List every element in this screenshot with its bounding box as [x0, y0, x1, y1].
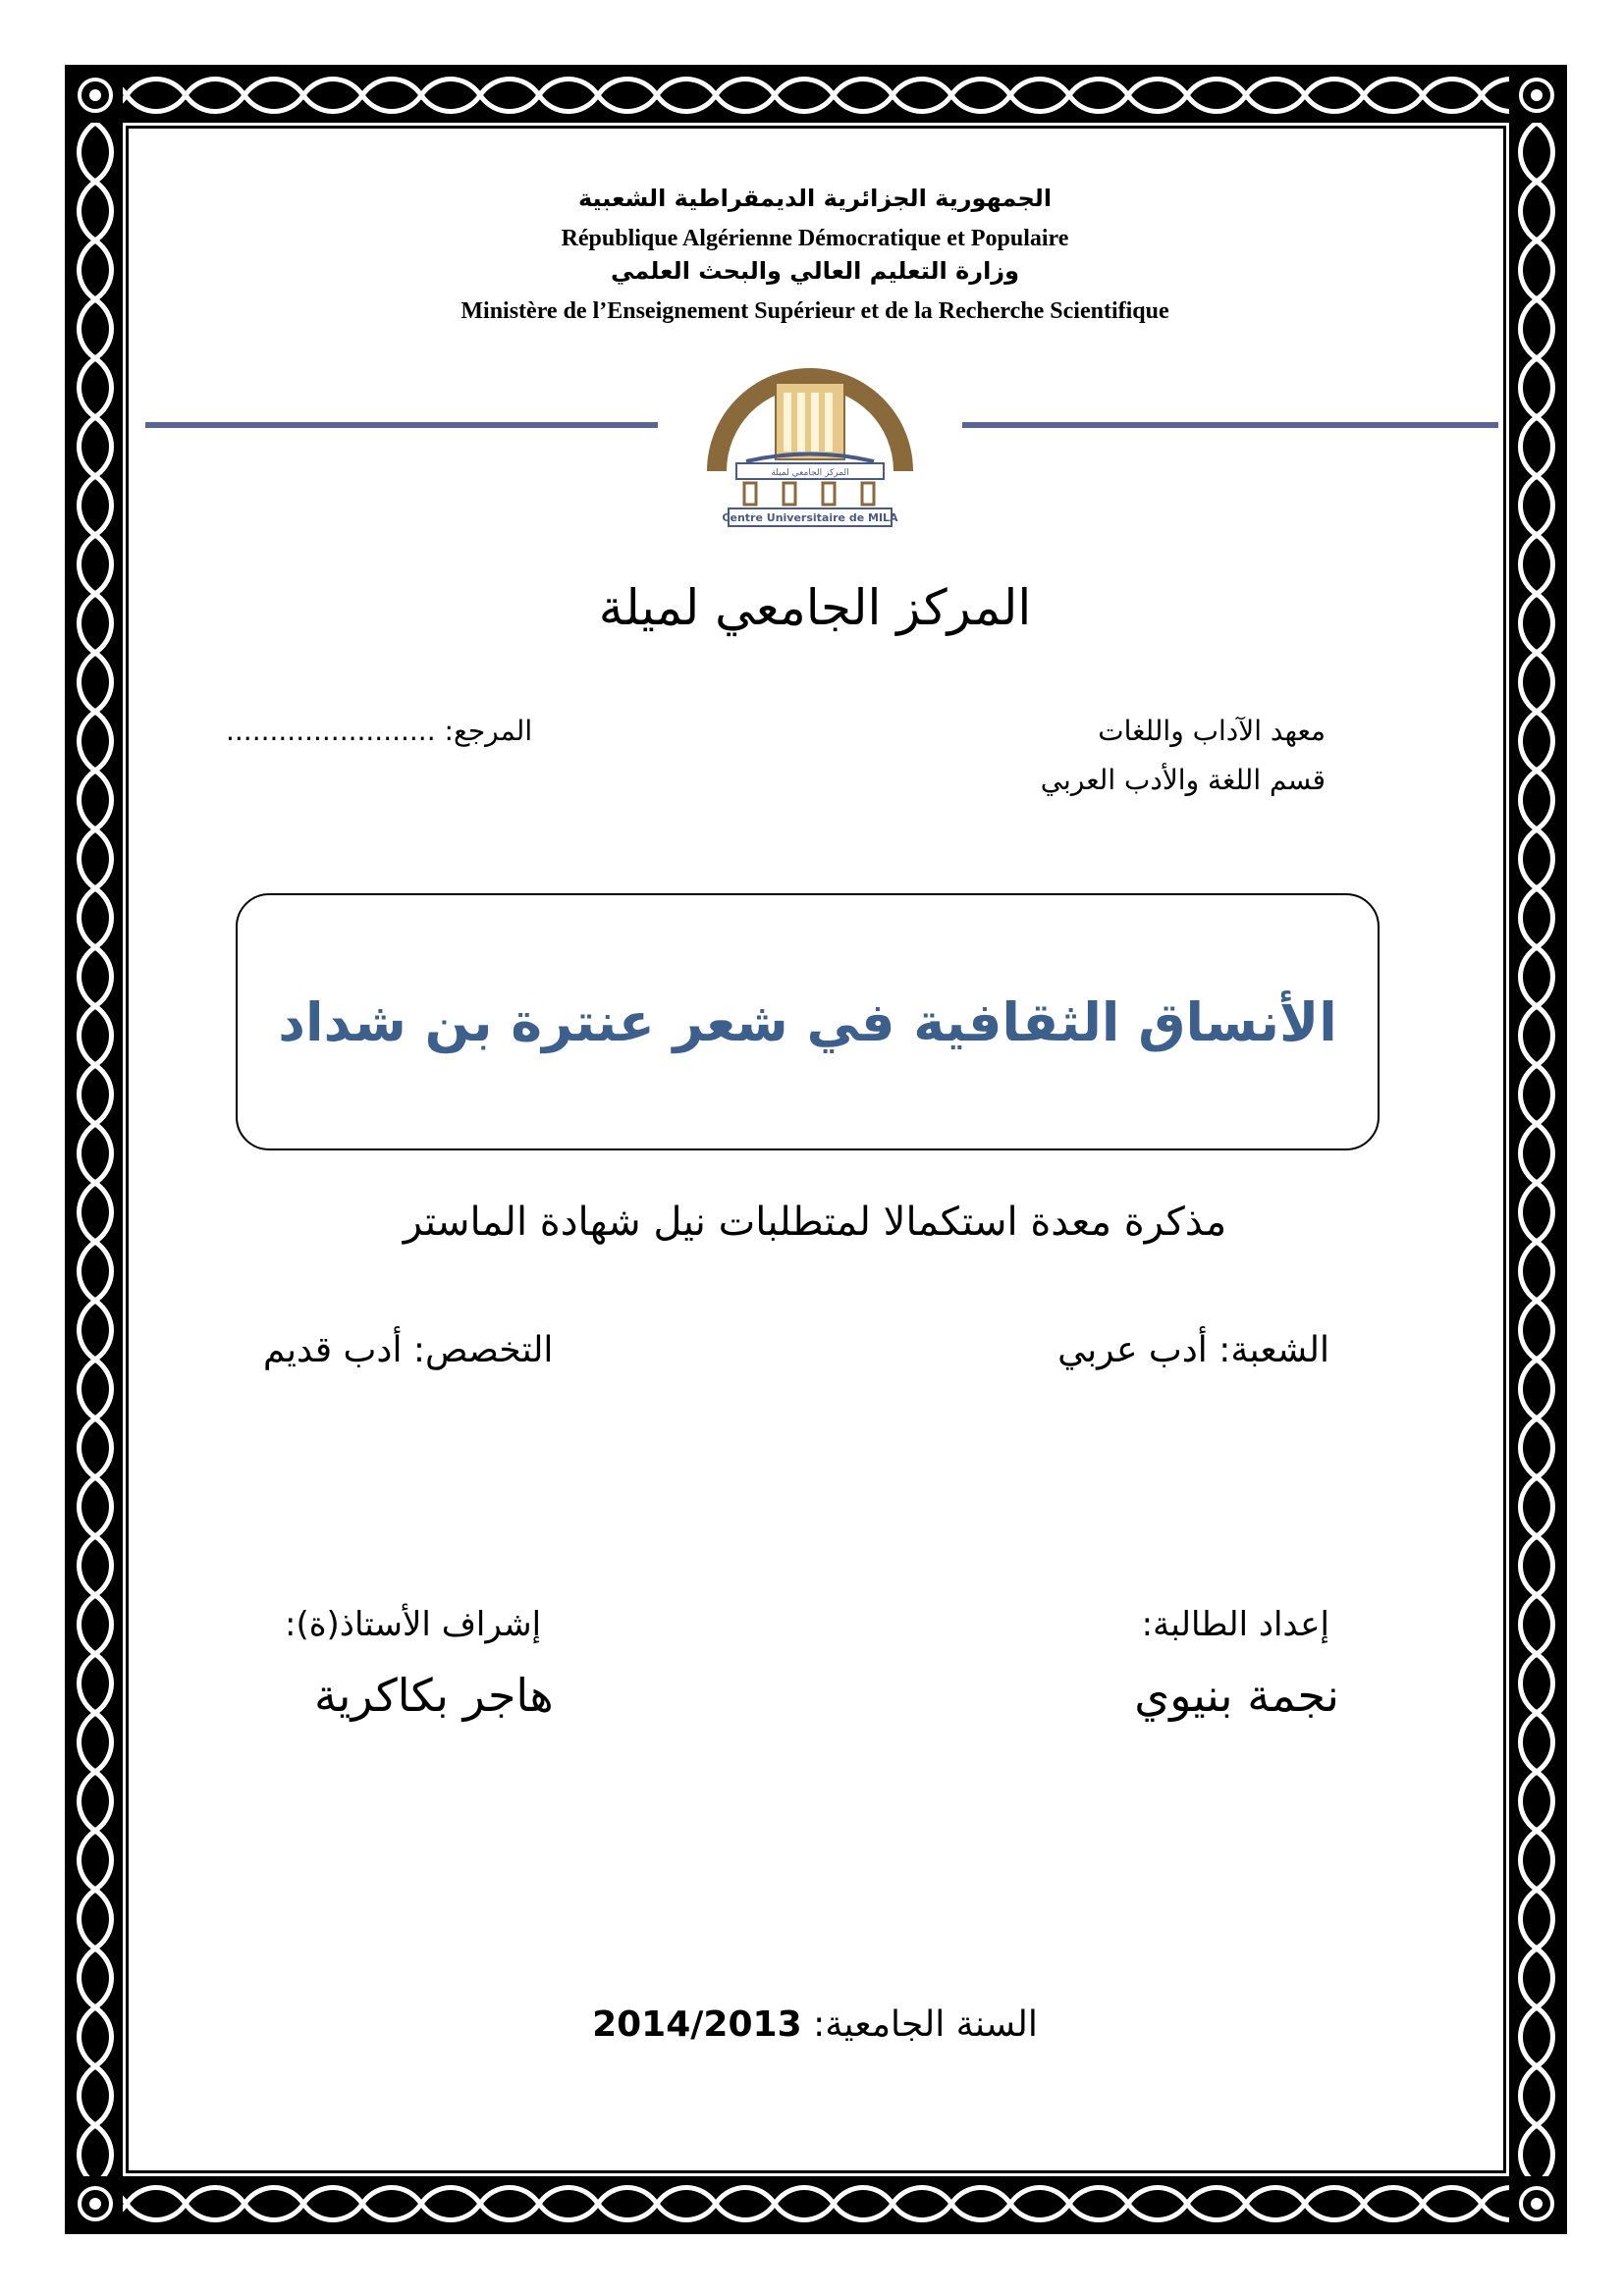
reference-field	[226, 715, 532, 747]
reference-value: ........................	[226, 715, 436, 747]
ministry-french: Ministère de l’Enseignement Supérieur et de la Recherche Scientifique	[460, 298, 1169, 324]
republic-arabic: الجمهورية الجزائرية الديمقراطية الشعبية	[577, 185, 1053, 212]
supervisor-name: هاجر بكاكرية	[314, 1669, 554, 1722]
corner-ornament-icon	[1509, 2176, 1564, 2231]
academic-year-label: السنة الجامعية:	[813, 2004, 1038, 2045]
institute-name: معهد الآداب واللغات	[1098, 715, 1326, 747]
specialty-field: التخصص: أدب قديم	[263, 1330, 554, 1370]
academic-year-value: 2014/2013	[592, 2004, 802, 2045]
thesis-title-box	[236, 893, 1380, 1150]
student-name: نجمة بنيوي	[1134, 1669, 1339, 1722]
branch-field: الشعبة: أدب عربي	[1057, 1330, 1329, 1370]
header-rule-right	[962, 422, 1498, 428]
republic-french: République Algérienne Démocratique et Populaire	[561, 226, 1069, 251]
header-rule-left	[145, 422, 658, 428]
thesis-subtitle: مذكرة معدة استكمالا لمتطلبات نيل شهادة الماستر	[403, 1200, 1227, 1245]
university-logo	[687, 353, 933, 530]
corner-ornament-icon	[1509, 68, 1564, 123]
department-name: قسم اللغة والأدب العربي	[1040, 764, 1326, 796]
ministry-arabic: وزارة التعليم العالي والبحث العلمي	[610, 257, 1020, 285]
supervisor-label: إشراف الأستاذ(ة):	[285, 1605, 542, 1644]
reference-label: المرجع:	[444, 715, 533, 747]
logo-caption: Centre Universitaire de MILA	[722, 511, 898, 524]
corner-ornament-icon	[68, 68, 123, 123]
center-name: المركز الجامعي لميلة	[598, 579, 1032, 636]
border-band-right	[1509, 123, 1564, 2176]
border-band-bottom	[68, 2176, 1564, 2231]
border-band-top	[68, 68, 1564, 123]
student-label: إعداد الطالبة:	[1141, 1605, 1329, 1644]
corner-ornament-icon	[68, 2176, 123, 2231]
logo-arabic-text: المركز الجامعي لميلة	[771, 468, 849, 478]
academic-year	[295, 2004, 1335, 2045]
thesis-title: الأنساق الثقافية في شعر عنترة بن شداد	[278, 990, 1337, 1053]
border-band-left	[68, 123, 123, 2176]
